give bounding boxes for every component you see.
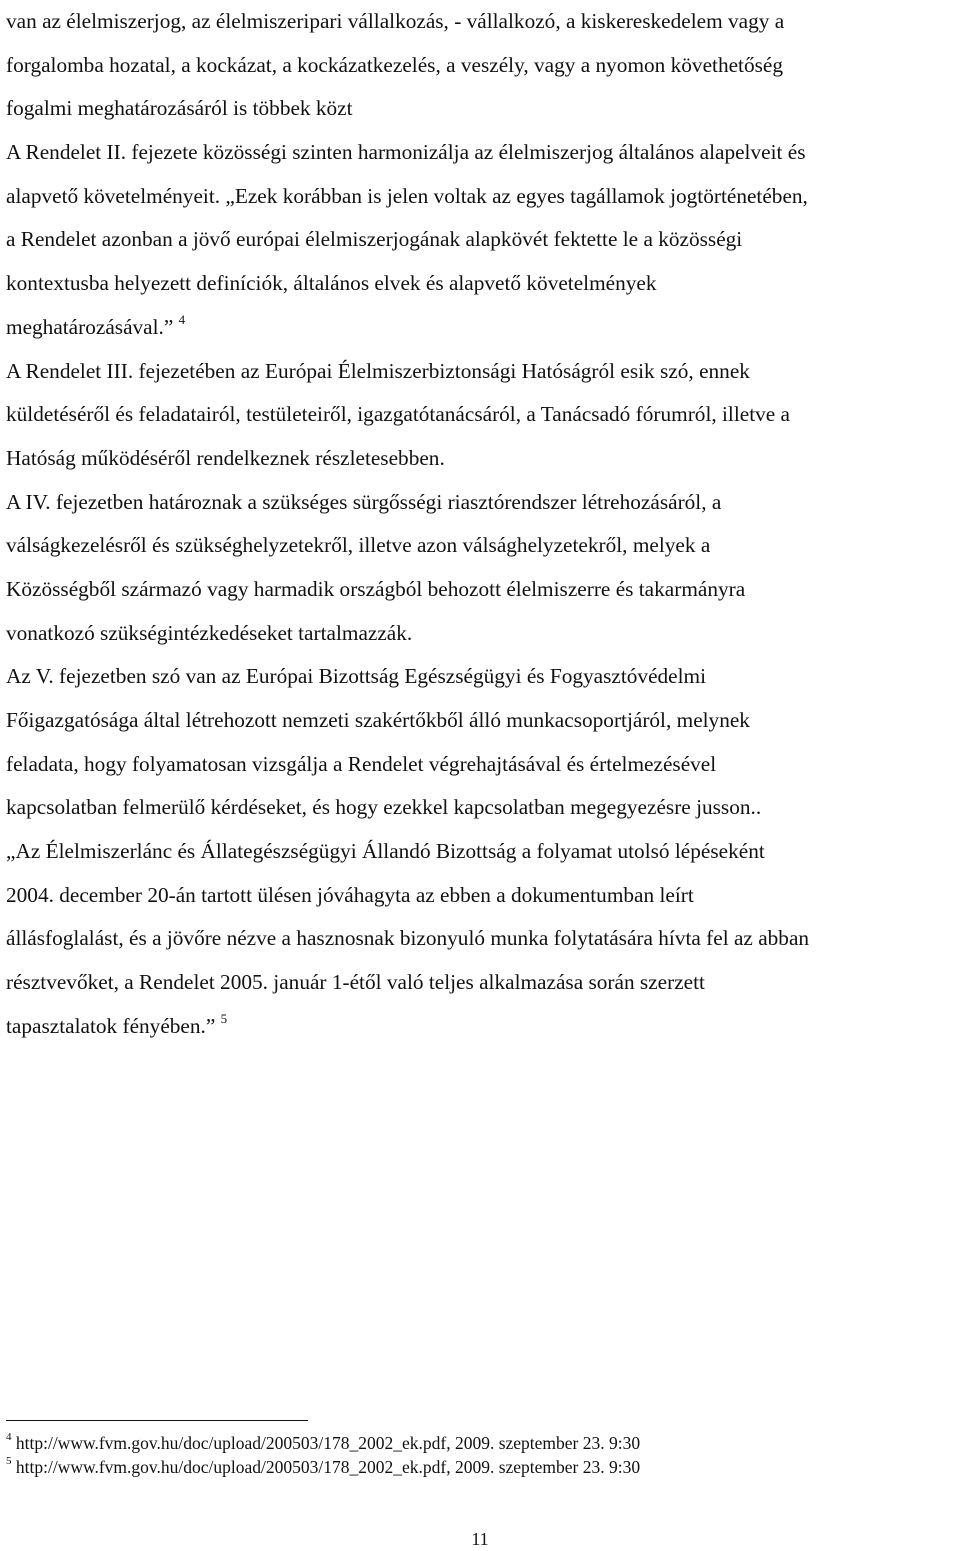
text-line: állásfoglalást, és a jövőre nézve a hasznosnak bizonyuló munka folytatására hívta fel az abban [6,926,810,951]
text-line: Főigazgatósága által létrehozott nemzeti szakértőkből álló munkacsoportjáról, melynek [6,708,750,732]
footnote-item [6,1455,640,1479]
body-text [6,0,960,1049]
text-line-content: tapasztalatok fényében.” [6,1013,216,1038]
text-line: vonatkozó szükségintézkedéseket tartalmazzák. [6,620,413,645]
text-line: A Rendelet III. fejezetében az Európai Élelmiszerbiztonsági Hatóságról esik szó, ennek [6,358,750,383]
text-line: kapcsolatban felmerülő kérdéseket, és hogy ezekkel kapcsolatban megegyezésre jusson.. [6,795,762,820]
text-line [6,1005,960,1049]
text-line: válságkezelésről és szükséghelyzetekről, illetve azon válsághelyzetekről, melyek a [6,533,711,558]
text-line: fogalmi meghatározásáról is többek közt [6,96,353,121]
footnote-reference[interactable]: 4 [178,311,186,327]
footnote-number: 4 [6,1431,12,1444]
text-line: a Rendelet azonban a jövő európai élelmiszerjogának alapkövét fektette le a közösségi [6,227,743,252]
text-line: Az V. fejezetben szó van az Európai Bizottság Egészségügyi és Fogyasztóvédelmi [6,664,707,689]
text-line: forgalomba hozatal, a kockázat, a kockázatkezelés, a veszély, vagy a nyomon követhetőség [6,52,784,77]
footnote-text[interactable]: http://www.fvm.gov.hu/doc/upload/200503/178_2002_ek.pdf, 2009. szeptember 23. 9:30 [15,1457,641,1477]
text-line: Közösségből származó vagy harmadik országból behozott élelmiszerre és takarmányra [6,576,746,601]
footnote-separator [6,1420,308,1421]
text-line: A IV. fejezetben határoznak a szükséges sürgősségi riasztórendszer létrehozásáról, a [6,489,722,514]
text-line: feladata, hogy folyamatosan vizsgálja a Rendelet végrehajtásával és értelmezésével [6,751,717,776]
text-line-content: meghatározásával.” [6,314,174,339]
footnotes [6,1431,640,1479]
footnote-text[interactable]: http://www.fvm.gov.hu/doc/upload/200503/178_2002_ek.pdf, 2009. szeptember 23. 9:30 [15,1433,641,1453]
footnote-reference[interactable]: 5 [220,1010,228,1026]
text-line: A Rendelet II. fejezete közösségi szinten harmonizálja az élelmiszerjog általános alapelveit és [6,140,806,165]
text-line: résztvevőket, a Rendelet 2005. január 1-étől való teljes alkalmazása során szerzett [6,970,705,995]
text-line: „Az Élelmiszerlánc és Állategészségügyi Állandó Bizottság a folyamat utolsó lépéseként [6,839,765,864]
text-line: Hatóság működéséről rendelkeznek részletesebben. [6,445,445,470]
text-line: 2004. december 20-án tartott ülésen jóváhagyta az ebben a dokumentumban leírt [6,882,694,907]
text-line [6,306,960,350]
text-line: van az élelmiszerjog, az élelmiszeripari vállalkozás, - vállalkozó, a kiskereskedelem vagy a [6,9,785,33]
text-line: kontextusba helyezett definíciók, általános elvek és alapvető követelmények [6,271,657,296]
text-line: alapvető követelményeit. „Ezek korábban is jelen voltak az egyes tagállamok jogtörténetében, [6,183,808,208]
footnote-number: 5 [6,1455,12,1468]
page-number: 11 [471,1529,489,1549]
text-line: küldetéséről és feladatairól, testületeiről, igazgatótanácsáról, a Tanácsadó fórumról, illetve a [6,402,791,427]
footnote-item [6,1431,640,1455]
